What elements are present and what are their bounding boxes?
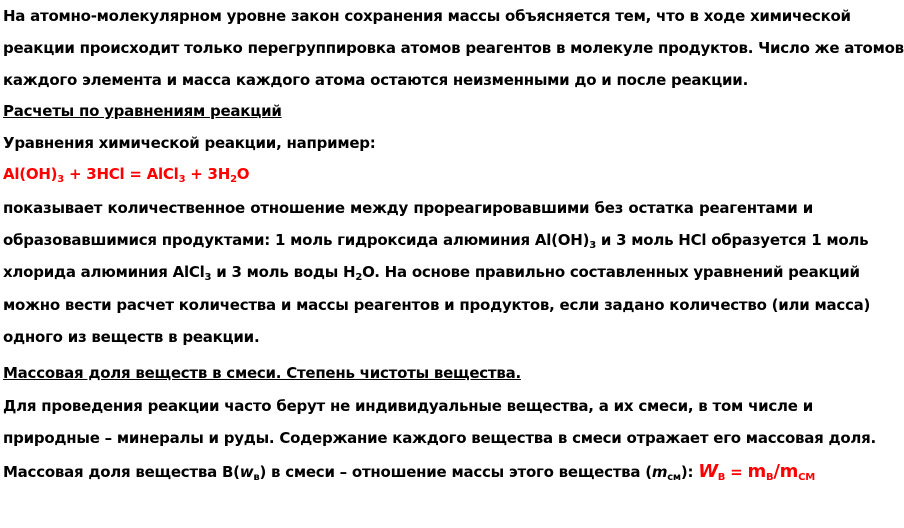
paragraph-1-line-1: На атомно-молекулярном уровне закон сохранения массы объясняется тем, что в ходе химической [3, 7, 851, 25]
formula-m: m [747, 461, 766, 482]
p3-l3-sub-1: 3 [204, 272, 212, 283]
eq-sub-c: 2 [230, 174, 237, 185]
heading-mass-fraction [3, 363, 813, 385]
p3-l2-sub: 3 [589, 240, 596, 251]
p4-l3-w: w [239, 463, 254, 481]
eq-sub-b: 3 [178, 174, 186, 185]
paragraph-4-line-1: Для проведения реакции часто берут не индивидуальные вещества, а их смеси, в том числе и [3, 397, 813, 415]
paragraph-3-line-5: одного из веществ в реакции. [3, 328, 260, 346]
paragraph-3-line-1: показывает количественное отношение между прореагировавшими без остатка реагентами и [3, 199, 813, 217]
p4-l3-m-sub: см [667, 472, 681, 483]
eq-sub-a: 3 [57, 174, 64, 185]
heading-reaction-calculations [3, 101, 813, 123]
formula-slash-m: /m [773, 461, 799, 482]
formula-w-sub: B [717, 472, 726, 483]
eq-part-b: + 3HCl = AlCl [64, 165, 179, 183]
p3-l2-text-a: образовавшимися продуктами: 1 моль гидроксида алюминия Al(OH) [3, 231, 590, 249]
p4-l3-m: m [651, 463, 668, 481]
paragraph-4-line-2: природные – минералы и руды. Содержание каждого вещества в смеси отражает его массовая доля. [3, 429, 876, 447]
p3-l3-text-c: O. На основе правильно составленных уравнений реакций [362, 263, 860, 281]
eq-part-a: Al(OH) [3, 165, 58, 183]
formula-w: W [698, 461, 718, 482]
heading-text: Расчеты по уравнениям реакций [3, 102, 282, 120]
formula-m-sub: B [765, 472, 774, 483]
paragraph-2: Уравнения химической реакции, например: [3, 134, 376, 152]
p3-l3-text-b: и 3 моль воды H [211, 263, 356, 281]
p4-l3-text-b: ) в смеси – отношение массы этого вещества ( [259, 463, 652, 481]
p4-l3-text-a: Массовая доля вещества B( [3, 463, 240, 481]
eq-part-c: + 3H [185, 165, 231, 183]
paragraph-3-line-2 [3, 230, 869, 252]
p3-l3-text-a: хлорида алюминия AlCl [3, 263, 205, 281]
reaction-equation [3, 164, 813, 186]
paragraph-1-line-3: каждого элемента и масса каждого атома остаются неизменными до и после реакции. [3, 71, 749, 89]
mass-fraction-formula [698, 463, 815, 481]
p4-l3-w-sub: в [253, 472, 260, 483]
paragraph-3-line-4: можно вести расчет количества и массы реагентов и продуктов, если задано количество (или масса) [3, 296, 871, 314]
formula-denominator-sub: CM [798, 472, 815, 483]
formula-equals: = [725, 463, 748, 481]
p3-l2-text-b: и 3 моль HCl образуется 1 моль [595, 231, 869, 249]
heading-text: Массовая доля веществ в смеси. Степень чистоты вещества. [3, 364, 521, 382]
p4-l3-text-c: ): [680, 463, 699, 481]
paragraph-1-line-2: реакции происходит только перегруппировка атомов реагентов в молекуле продуктов. Число же атомов [3, 39, 904, 57]
p3-l3-sub-2: 2 [355, 272, 363, 283]
paragraph-3-line-3 [3, 262, 860, 284]
eq-part-d: O [236, 165, 250, 183]
paragraph-4-line-3 [3, 462, 813, 484]
